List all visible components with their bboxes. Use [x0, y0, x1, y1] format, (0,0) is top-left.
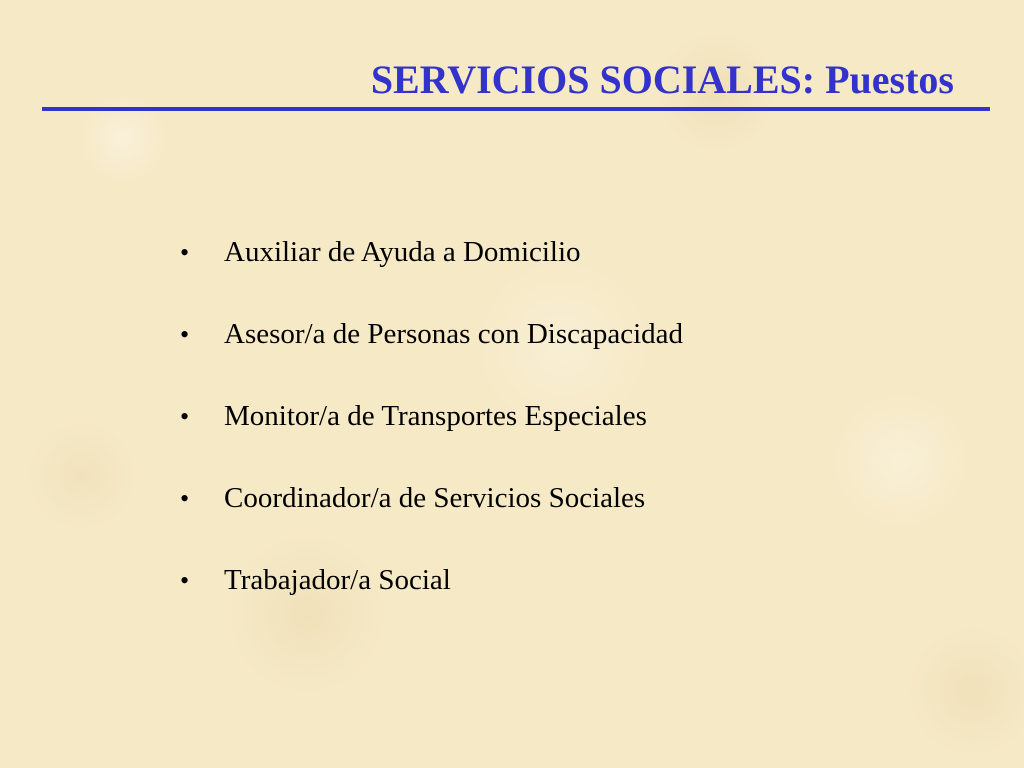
list-item-text: Coordinador/a de Servicios Sociales [224, 482, 646, 514]
bullet-icon: • [180, 566, 190, 595]
title-underline [42, 107, 990, 111]
list-item [180, 318, 683, 400]
bullet-icon: • [180, 320, 190, 349]
list-item-text: Monitor/a de Transportes Especiales [224, 400, 647, 432]
list-item-text: Auxiliar de Ayuda a Domicilio [224, 236, 581, 268]
list-item [180, 482, 683, 564]
list-item-text: Asesor/a de Personas con Discapacidad [224, 318, 684, 350]
bullet-icon: • [180, 402, 190, 431]
bullet-icon: • [180, 484, 190, 513]
bullet-list [180, 236, 683, 646]
list-item [180, 400, 683, 482]
list-item [180, 564, 683, 646]
list-item-text: Trabajador/a Social [224, 564, 451, 596]
list-item [180, 236, 683, 318]
slide-title: SERVICIOS SOCIALES: Puestos [370, 57, 954, 102]
bullet-icon: • [180, 238, 190, 267]
